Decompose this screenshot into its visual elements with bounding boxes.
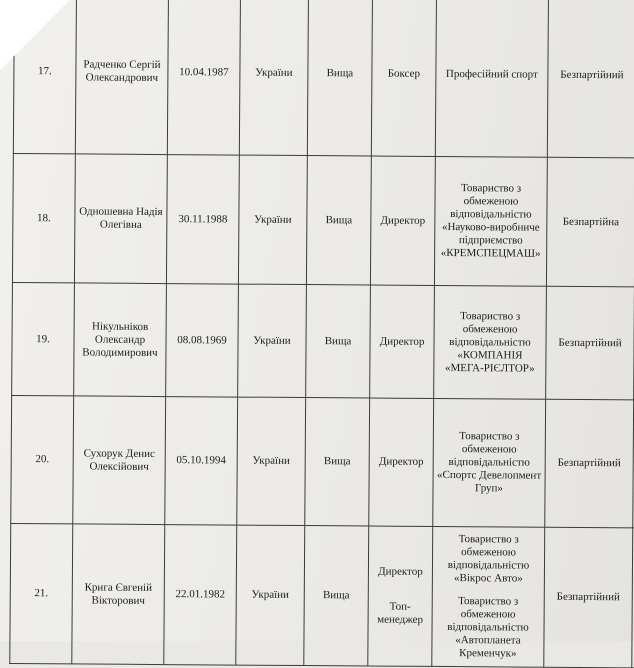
full-name: Радченко Сергій Олександрович: [75, 0, 168, 155]
party-membership: Безпартійний: [546, 286, 634, 400]
position: Директор: [370, 156, 435, 285]
education: Вища: [304, 526, 369, 666]
row-number: 20.: [11, 395, 74, 523]
citizenship: України: [238, 155, 307, 284]
position-secondary: Топ-менеджер: [377, 601, 423, 626]
table-row: [12, 282, 634, 399]
row-number: 19.: [12, 282, 75, 395]
education: Вища: [306, 285, 371, 398]
position: Боксер: [371, 0, 436, 156]
table-row: [12, 153, 634, 286]
birth-date: 08.08.1969: [166, 284, 239, 397]
table-row: [13, 0, 634, 158]
party-membership: Безпартійна: [546, 157, 634, 287]
workplace: Товариство з обмеженою відповідальністю «Спортс Девелопмент Груп»: [433, 398, 546, 527]
position: Директор: [369, 398, 434, 526]
position: Директор: [370, 285, 435, 398]
party-membership: Безпартійний: [547, 0, 634, 158]
folded-corner: [0, 0, 70, 70]
birth-date: 10.04.1987: [167, 0, 240, 155]
workplace: [432, 526, 545, 667]
table-row: [10, 523, 634, 667]
citizenship: України: [239, 0, 308, 156]
birth-date: 30.11.1988: [166, 155, 239, 284]
full-name: Нікульніков Олександр Володимирович: [74, 283, 167, 397]
workplace: Товариство з обмеженою відповідальністю «КОМПАНІЯ «МЕГА-РІЄЛТОР»: [434, 285, 547, 399]
full-name: Одношевна Надія Олегівна: [74, 154, 167, 284]
position: [368, 526, 433, 666]
row-number: 18.: [12, 153, 75, 282]
row-number: 21.: [10, 523, 73, 663]
party-membership: Безпартійний: [544, 527, 633, 668]
workplace: Професійний спорт: [435, 0, 548, 157]
education: Вища: [306, 156, 371, 285]
workplace-secondary: Товариство з обмеженою відповідальністю «Автопланета Кременчук»: [447, 595, 529, 659]
party-membership: Безпартійний: [545, 399, 634, 528]
workplace: Товариство з обмеженою відповідальністю «Науково-виробниче підприємство «КРЕМСПЕЦМАШ»: [434, 156, 547, 286]
citizenship: України: [238, 284, 307, 397]
education: Вища: [307, 0, 372, 156]
row-number: 17.: [13, 0, 76, 154]
citizenship: України: [237, 397, 306, 525]
birth-date: 05.10.1994: [165, 397, 238, 525]
workplace-primary: Товариство з обмеженою відповідальністю «Вікрос Авто»: [448, 533, 530, 584]
full-name: Сухорук Денис Олексійович: [73, 396, 166, 525]
birth-date: 22.01.1982: [164, 525, 237, 665]
education: Вища: [305, 398, 370, 526]
position-primary: Директор: [378, 566, 423, 578]
candidates-table: [9, 0, 634, 668]
table-row: [11, 395, 634, 527]
full-name: Крига Євгеній Вікторович: [72, 524, 165, 665]
citizenship: України: [236, 525, 305, 665]
